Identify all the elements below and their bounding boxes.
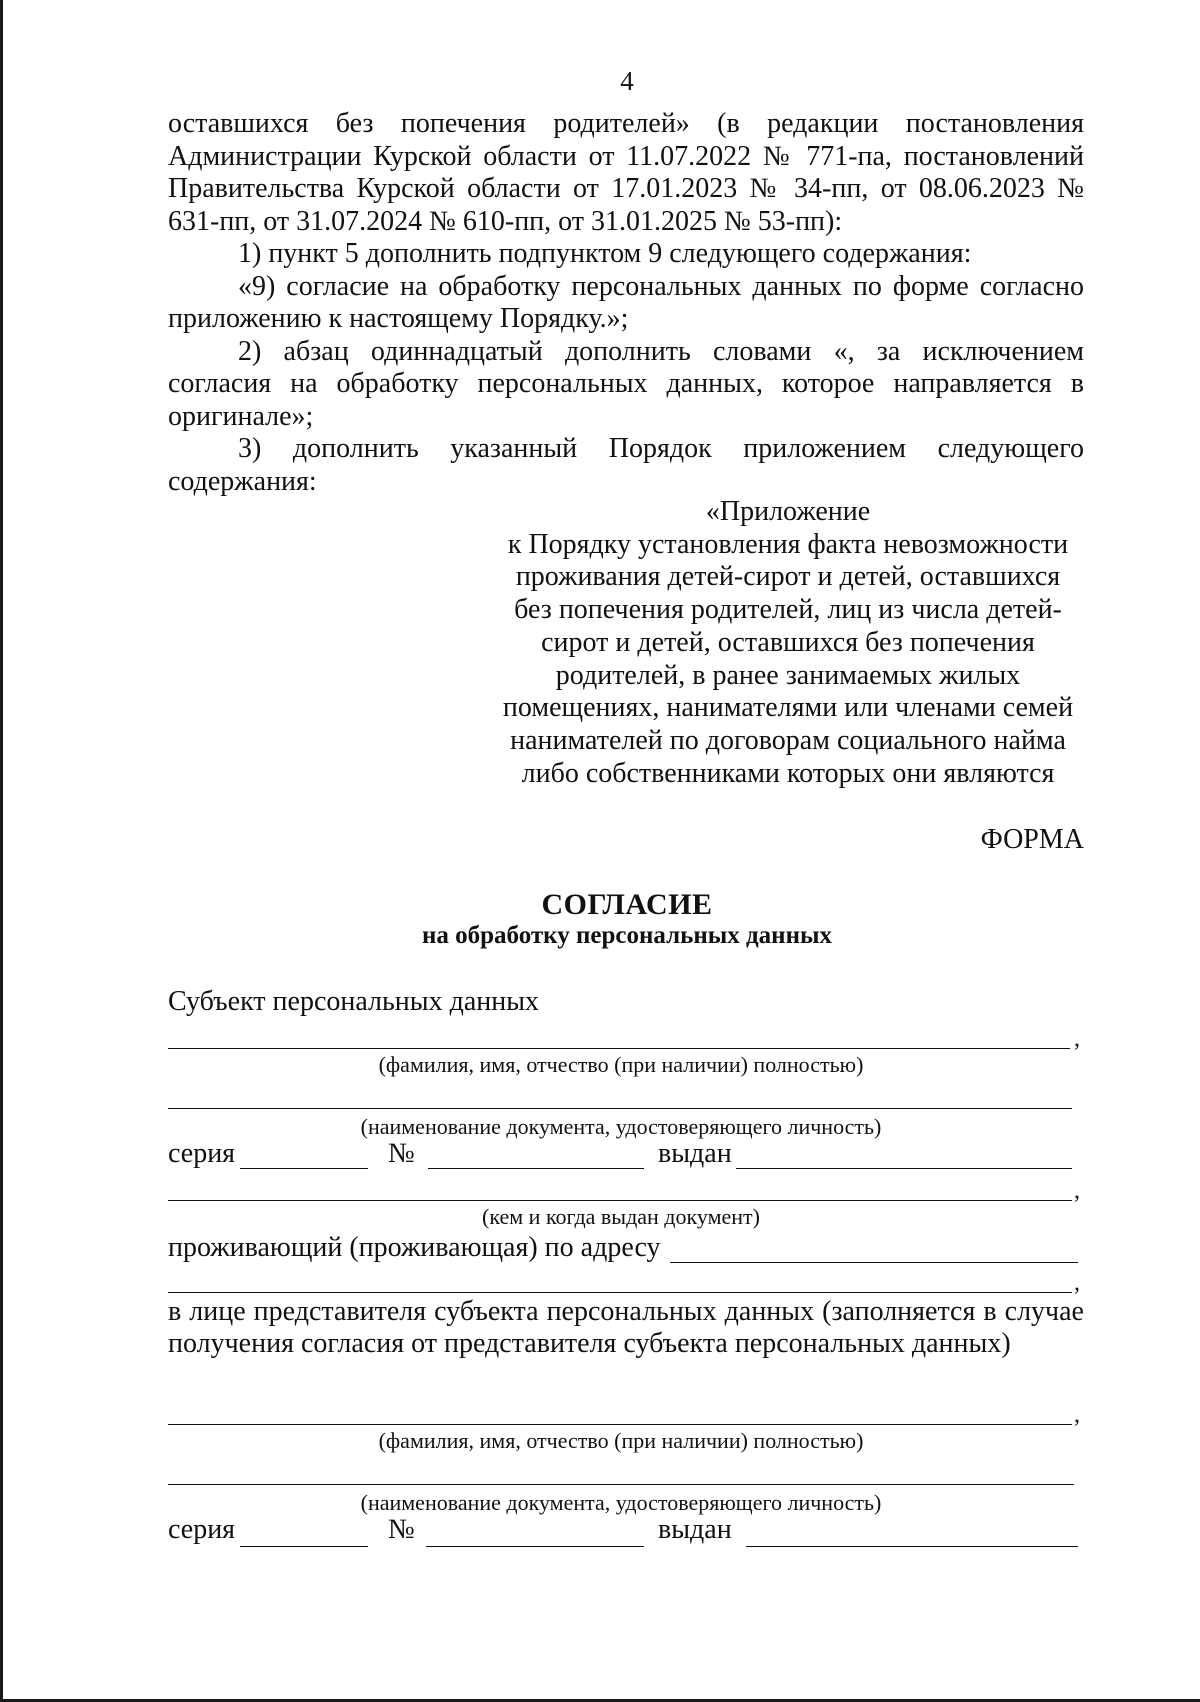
number-field[interactable] xyxy=(426,1546,644,1547)
address-label: проживающий (проживающая) по адресу xyxy=(168,1232,661,1263)
number-label: № xyxy=(388,1514,415,1545)
paragraph-intro: оставшихся без попечения родителей» (в редакции постановления Администрации Курской области от 11.07.2022 № 771-па, постановлений Правительства Курской области от 17.01.2023 № 34-пп, от 08.06.2023 № 631-пп, от 31.07.2024 № 610-пп, от 31.01.2025 № 53-пп): xyxy=(168,108,1084,237)
issued-by-field[interactable] xyxy=(168,1200,1072,1201)
comma: , xyxy=(1074,1402,1080,1428)
caption-issued-by: (кем и когда выдан документ) xyxy=(482,1204,760,1229)
paragraph-point-1: 1) пункт 5 дополнить подпунктом 9 следующего содержания: xyxy=(238,238,972,269)
address-field-line-2[interactable] xyxy=(168,1292,1072,1293)
appendix-line: родителей, в ранее занимаемых жилых xyxy=(555,659,1021,691)
issued-field[interactable] xyxy=(736,1168,1072,1169)
appendix-line: без попечения родителей, лиц из числа детей- xyxy=(514,594,1062,626)
form-title: СОГЛАСИЕ xyxy=(541,888,713,921)
series-label: серия xyxy=(168,1514,236,1545)
comma: , xyxy=(1074,1178,1080,1204)
paragraph-point-3: 3) дополнить указанный Порядок приложением следующего содержания: xyxy=(168,433,1084,497)
series-field[interactable] xyxy=(240,1168,368,1169)
number-field[interactable] xyxy=(428,1168,644,1169)
issued-label: выдан xyxy=(658,1514,732,1545)
issued-label: выдан xyxy=(658,1138,732,1169)
series-field[interactable] xyxy=(240,1546,368,1547)
amendment-text xyxy=(168,108,1084,498)
page-number: 4 xyxy=(620,66,634,96)
appendix-line: помещениях, нанимателями или членами семей xyxy=(502,692,1074,724)
paragraph-quote-9: «9) согласие на обработку персональных данных по форме согласно приложению к настоящему Порядку.»; xyxy=(168,270,1084,334)
subject-doc-field[interactable] xyxy=(168,1108,1072,1109)
form-label: ФОРМА xyxy=(980,824,1084,855)
appendix-line: к Порядку установления факта невозможности xyxy=(507,528,1069,560)
subject-fio-field[interactable] xyxy=(168,1048,1070,1049)
representative-doc-field[interactable] xyxy=(168,1484,1074,1485)
caption-doc-name: (наименование документа, удостоверяющего личность) xyxy=(360,1490,882,1515)
appendix-line: сирот и детей, оставшихся без попечения xyxy=(541,626,1035,658)
comma: , xyxy=(1074,1026,1080,1052)
appendix-heading xyxy=(492,496,1084,790)
issued-field[interactable] xyxy=(746,1546,1078,1547)
comma: , xyxy=(1074,1270,1080,1296)
appendix-line: «Приложение xyxy=(705,496,871,527)
representative-text: в лице представителя субъекта персональных данных (заполняется в случае получения согласия от представителя субъекта персональных данных) xyxy=(168,1296,1084,1359)
appendix-line: нанимателей по договорам социального найма xyxy=(510,724,1066,756)
number-label: № xyxy=(388,1138,415,1169)
caption-doc-name: (наименование документа, удостоверяющего личность) xyxy=(360,1114,882,1139)
series-label: серия xyxy=(168,1138,236,1169)
representative-fio-field[interactable] xyxy=(168,1424,1072,1425)
caption-fio: (фамилия, имя, отчество (при наличии) полностью) xyxy=(378,1052,864,1077)
caption-fio: (фамилия, имя, отчество (при наличии) полностью) xyxy=(378,1428,864,1453)
paragraph-point-2: 2) абзац одиннадцатый дополнить словами «, за исключением согласия на обработку персональных данных, которое направляется в оригинале»; xyxy=(168,335,1084,432)
appendix-line: либо собственниками которых они являются xyxy=(521,757,1055,789)
appendix-line: проживания детей-сирот и детей, оставшихся xyxy=(515,561,1061,593)
address-field[interactable] xyxy=(670,1262,1078,1263)
scan-left-edge xyxy=(0,0,3,1702)
subject-label: Субъект персональных данных xyxy=(168,986,540,1017)
form-subtitle: на обработку персональных данных xyxy=(422,922,832,949)
